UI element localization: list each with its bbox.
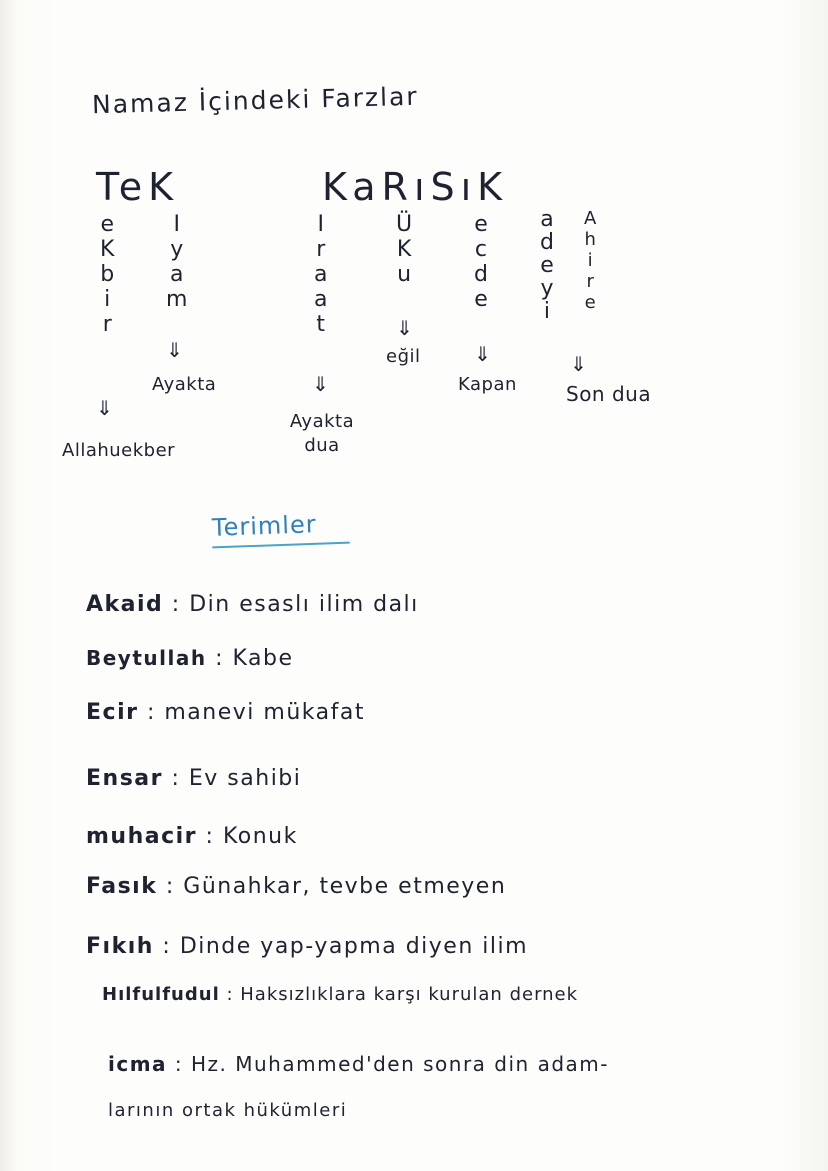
term: Fıkıh: [86, 934, 154, 959]
letter: h: [584, 229, 596, 250]
term-row: Ensar : Ev sahibi: [86, 766, 302, 791]
letter: a: [540, 207, 554, 232]
letter: d: [474, 262, 488, 287]
definition: Kabe: [232, 646, 294, 671]
down-arrow-icon: ⇓: [312, 372, 329, 396]
column-kade: [540, 208, 554, 323]
down-arrow-icon: ⇓: [96, 396, 113, 420]
letter: r: [586, 271, 594, 292]
definition: manevi mükafat: [164, 700, 365, 725]
term: Beytullah: [86, 646, 207, 670]
letter: e: [584, 292, 596, 313]
letter: m: [166, 287, 188, 312]
definition: Hz. Muhammed'den sonra din adam-: [191, 1052, 609, 1076]
down-arrow-icon: ⇓: [166, 338, 183, 362]
letter: e: [540, 253, 554, 278]
letter: c: [474, 237, 488, 262]
column-kiraat: [314, 212, 327, 337]
letter: r: [102, 312, 112, 337]
down-arrow-icon: ⇓: [570, 352, 587, 376]
letter: a: [314, 262, 328, 287]
term-continuation: larının ortak hükümleri: [108, 1100, 348, 1121]
label-kiyam: Ayakta: [152, 374, 217, 395]
term-row: Hılfulfudul : Haksızlıklara karşı kurulan dernek: [102, 984, 579, 1005]
letter: i: [543, 299, 551, 324]
tek-heading: TeK: [96, 165, 180, 209]
label-son-dua: Son dua: [566, 382, 652, 406]
down-arrow-icon: ⇓: [474, 342, 491, 366]
letter: b: [100, 262, 115, 287]
label-tekbir: Allahuekber: [62, 440, 176, 461]
letter: K: [396, 237, 412, 262]
term-row: muhacir : Konuk: [86, 824, 298, 849]
page-title: Namaz İçindeki Farzlar: [91, 81, 419, 120]
term: Akaid: [86, 592, 164, 617]
karisik-heading: KaRıSıK: [322, 165, 509, 209]
letter: y: [540, 276, 554, 301]
term: icma: [108, 1052, 168, 1076]
letter: y: [170, 237, 184, 262]
letter: I: [317, 212, 324, 237]
label-ruku: eğil: [386, 346, 421, 367]
letter: A: [584, 208, 597, 229]
definition: Günahkar, tevbe etmeyen: [183, 874, 507, 899]
term: Ensar: [86, 766, 163, 791]
letter: a: [169, 262, 184, 287]
term-row: icma : Hz. Muhammed'den sonra din adam-: [108, 1052, 609, 1076]
label-kiraat: Ayakta dua: [289, 411, 355, 456]
letter: Ü: [396, 212, 413, 237]
letter: i: [104, 287, 111, 312]
label-secde: Kapan: [458, 374, 517, 395]
letter: I: [173, 212, 180, 237]
column-kiyam: [166, 212, 187, 312]
term: Hılfulfudul: [102, 984, 220, 1005]
definition: Konuk: [222, 824, 298, 849]
letter: e: [474, 212, 488, 237]
term: Ecir: [86, 700, 139, 725]
letter: a: [314, 287, 328, 312]
term-row: Fasık : Günahkar, tevbe etmeyen: [86, 874, 507, 899]
letter: u: [397, 262, 412, 287]
definition: Ev sahibi: [188, 766, 302, 791]
letter: e: [474, 287, 488, 312]
definition: Haksızlıklara karşı kurulan dernek: [240, 984, 579, 1005]
column-tekbir: [100, 212, 114, 337]
letter: e: [100, 212, 114, 237]
definition: Din esaslı ilim dalı: [189, 592, 419, 617]
down-arrow-icon: ⇓: [396, 316, 413, 340]
letter: r: [316, 237, 326, 262]
section-heading-terimler: Terimler: [211, 510, 318, 542]
column-ruku: [396, 212, 412, 287]
letter: i: [587, 250, 593, 271]
letter: d: [540, 230, 554, 255]
term-row: Ecir : manevi mükafat: [86, 700, 365, 725]
letter: K: [100, 237, 115, 262]
column-secde: [474, 212, 488, 312]
term: muhacir: [86, 824, 198, 849]
column-ahire: [584, 208, 596, 313]
term-row: Beytullah : Kabe: [86, 646, 294, 671]
term-row: Fıkıh : Dinde yap-yapma diyen ilim: [86, 934, 529, 959]
definition: Dinde yap-yapma diyen ilim: [179, 934, 529, 959]
term-row: Akaid : Din esaslı ilim dalı: [86, 592, 419, 617]
letter: t: [316, 312, 326, 337]
term: Fasık: [86, 874, 158, 899]
